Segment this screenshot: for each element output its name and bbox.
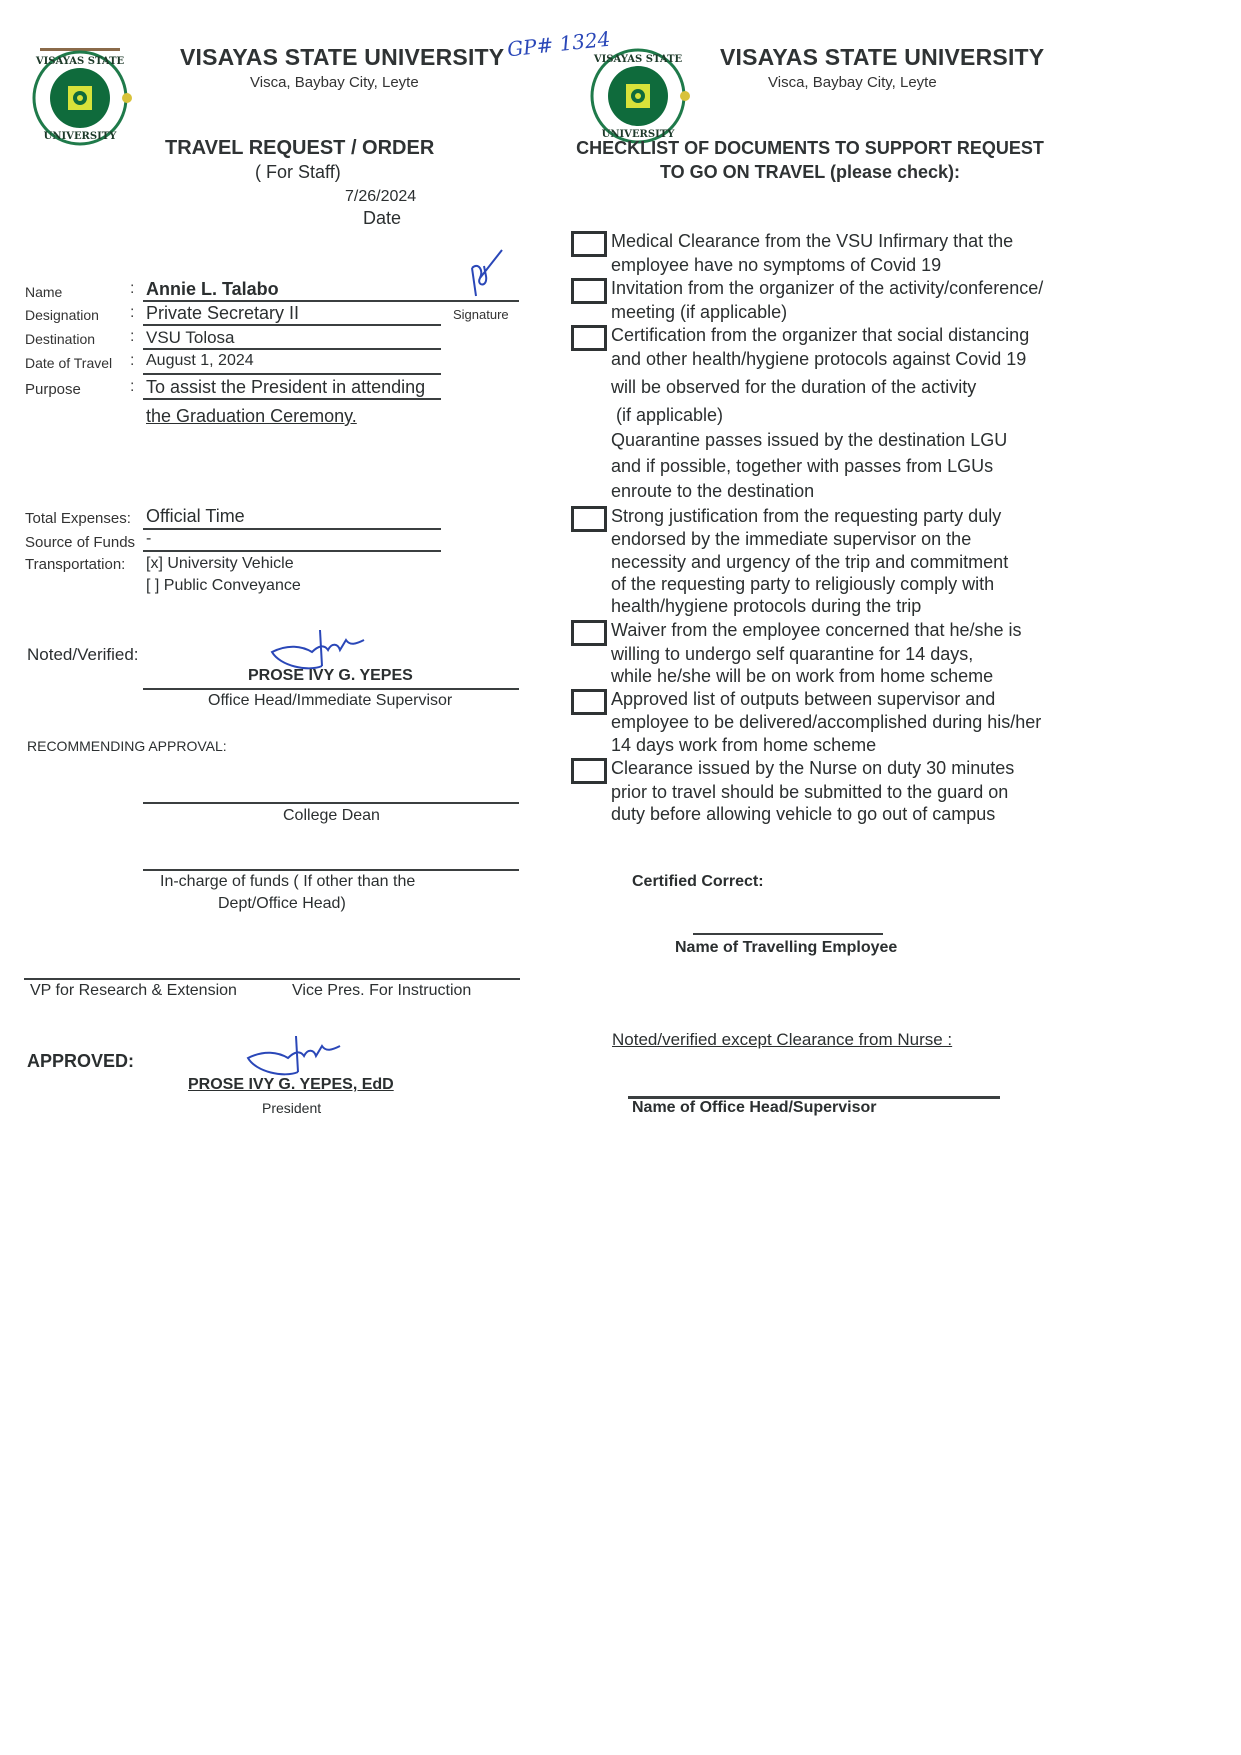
- college-dean-signature-line: [143, 802, 519, 804]
- checklist-item-text: health/hygiene protocols during the trip: [611, 596, 922, 616]
- purpose-label: Purpose: [25, 381, 81, 398]
- source-of-funds-label: Source of Funds: [25, 534, 136, 551]
- purpose-underline: [143, 398, 441, 400]
- date-of-travel-underline: [143, 373, 441, 375]
- checklist-item-text: necessity and urgency of the trip and commitment: [611, 552, 1009, 572]
- colon: :: [130, 304, 135, 321]
- checklist-item-text: meeting (if applicable): [611, 302, 788, 322]
- checklist-item-text: (if applicable): [611, 405, 724, 425]
- supervisor-name: PROSE IVY G. YEPES: [248, 667, 413, 684]
- college-dean-label: College Dean: [283, 807, 380, 824]
- checklist-checkbox[interactable]: [571, 506, 607, 532]
- traveller-name-label: Name of Travelling Employee: [675, 939, 898, 956]
- signature-label: Signature: [453, 307, 509, 322]
- vp-instruction-label: Vice Pres. For Instruction: [292, 982, 472, 999]
- seal-bottom-text: UNIVERSITY: [43, 131, 117, 142]
- checklist-title-line2: TO GO ON TRAVEL (please check):: [659, 162, 961, 182]
- total-expenses-underline: [143, 528, 441, 530]
- transportation-option-university-vehicle[interactable]: [x] University Vehicle: [146, 555, 294, 572]
- colon: :: [130, 352, 135, 369]
- checklist-checkbox[interactable]: [571, 758, 607, 784]
- university-address-right: Visca, Baybay City, Leyte: [768, 74, 937, 91]
- destination-underline: [143, 348, 441, 350]
- designation-value[interactable]: Private Secretary II: [146, 303, 300, 323]
- colon: :: [130, 328, 135, 345]
- checklist-item-text: Waiver from the employee concerned that he/she is: [611, 620, 1022, 640]
- checklist-checkbox[interactable]: [571, 231, 607, 257]
- date-of-travel-label: Date of Travel: [25, 355, 113, 371]
- checklist-item-text: of the requesting party to religiously comply with: [611, 574, 995, 594]
- handwritten-reference-number: GP# 1324: [506, 26, 612, 62]
- president-title: President: [262, 1100, 322, 1116]
- checklist-checkbox[interactable]: [571, 278, 607, 304]
- form-title: TRAVEL REQUEST / ORDER: [165, 137, 435, 159]
- name-value[interactable]: Annie L. Talabo: [146, 279, 279, 299]
- vp-research-extension-label: VP for Research & Extension: [30, 982, 237, 999]
- checklist-item-text: endorsed by the immediate supervisor on the: [611, 529, 972, 549]
- seal-top-text: VISAYAS STATE: [35, 56, 125, 67]
- funds-incharge-label-line2: Dept/Office Head): [218, 895, 346, 912]
- total-expenses-label: Total Expenses:: [25, 510, 131, 527]
- funds-incharge-signature-line: [143, 869, 519, 871]
- request-date-label: Date: [363, 208, 402, 228]
- designation-label: Designation: [25, 307, 99, 323]
- vp-signature-line: [24, 978, 520, 980]
- traveller-signature-line: [693, 933, 883, 935]
- transportation-option-public-conveyance[interactable]: [ ] Public Conveyance: [146, 577, 301, 594]
- checklist-checkbox[interactable]: [571, 620, 607, 646]
- checklist-item-text: Medical Clearance from the VSU Infirmary that the: [611, 231, 1014, 251]
- checklist-title-line1: CHECKLIST OF DOCUMENTS TO SUPPORT REQUEST: [576, 138, 1044, 158]
- checklist-item-text: 14 days work from home scheme: [611, 735, 877, 755]
- colon: :: [130, 280, 135, 297]
- destination-value[interactable]: VSU Tolosa: [146, 328, 235, 347]
- university-name-left: VISAYAS STATE UNIVERSITY: [180, 44, 505, 70]
- recommending-approval-label: RECOMMENDING APPROVAL:: [27, 738, 227, 754]
- checklist-item-text: will be observed for the duration of the activity: [611, 377, 977, 397]
- destination-label: Destination: [25, 331, 96, 347]
- university-name-right: VISAYAS STATE UNIVERSITY: [720, 44, 1045, 70]
- date-of-travel-value[interactable]: August 1, 2024: [146, 352, 254, 369]
- approved-label: APPROVED:: [27, 1051, 135, 1071]
- supervisor-signature-line: [143, 688, 519, 690]
- university-address-left: Visca, Baybay City, Leyte: [250, 74, 419, 91]
- noted-except-nurse-label: Noted/verified except Clearance from Nurse :: [612, 1030, 953, 1049]
- checklist-item-text: Quarantine passes issued by the destination LGU: [611, 430, 1008, 450]
- checklist-item-text: Certification from the organizer that social distancing: [611, 325, 1030, 345]
- checklist-item-text: and other health/hygiene protocols against Covid 19: [611, 349, 1027, 369]
- designation-underline: [143, 324, 441, 326]
- checklist-item-text: Approved list of outputs between supervisor and: [611, 689, 996, 709]
- colon: :: [130, 378, 135, 395]
- request-date-value: 7/26/2024: [345, 188, 417, 205]
- checklist-item-text: enroute to the destination: [611, 481, 815, 501]
- checklist-item-text: while he/she will be on work from home scheme: [611, 666, 994, 686]
- source-of-funds-value[interactable]: -: [146, 530, 152, 547]
- checklist-item-text: prior to travel should be submitted to the guard on: [611, 782, 1009, 802]
- funds-incharge-label-line1: In-charge of funds ( If other than the: [160, 873, 416, 890]
- form-subtitle: ( For Staff): [255, 162, 341, 182]
- president-name: PROSE IVY G. YEPES, EdD: [188, 1076, 394, 1093]
- checklist-item-text: employee have no symptoms of Covid 19: [611, 255, 942, 275]
- seal-bottom-text: UNIVERSITY: [601, 129, 675, 140]
- name-label: Name: [25, 284, 63, 300]
- checklist-item-text: Clearance issued by the Nurse on duty 30 minutes: [611, 758, 1015, 778]
- certified-correct-label: Certified Correct:: [632, 873, 764, 890]
- seal-top-text: VISAYAS STATE: [593, 54, 683, 65]
- office-head-name-label: Name of Office Head/Supervisor: [632, 1099, 877, 1116]
- checklist-item-text: duty before allowing vehicle to go out of campus: [611, 804, 996, 824]
- checklist-item-text: Strong justification from the requesting party duly: [611, 506, 1002, 526]
- total-expenses-value[interactable]: Official Time: [146, 506, 245, 526]
- president-signature: [244, 1034, 344, 1082]
- checklist-item-text: employee to be delivered/accomplished during his/her: [611, 712, 1042, 732]
- checklist-item-text: Invitation from the organizer of the activity/conference/: [611, 278, 1044, 298]
- noted-verified-label: Noted/Verified:: [27, 645, 139, 664]
- supervisor-title: Office Head/Immediate Supervisor: [208, 692, 453, 709]
- university-seal-logo-right: [584, 44, 696, 144]
- transportation-label: Transportation:: [25, 556, 126, 573]
- source-of-funds-underline: [143, 550, 441, 552]
- checklist-item-text: willing to undergo self quarantine for 14 days,: [611, 644, 974, 664]
- checklist-checkbox[interactable]: [571, 689, 607, 715]
- university-seal-logo-left: [26, 46, 138, 146]
- purpose-value-line1[interactable]: To assist the President in attending: [146, 377, 426, 397]
- checklist-item-text: and if possible, together with passes from LGUs: [611, 456, 994, 476]
- purpose-value-line2[interactable]: the Graduation Ceremony.: [146, 406, 357, 426]
- checklist-checkbox[interactable]: [571, 325, 607, 351]
